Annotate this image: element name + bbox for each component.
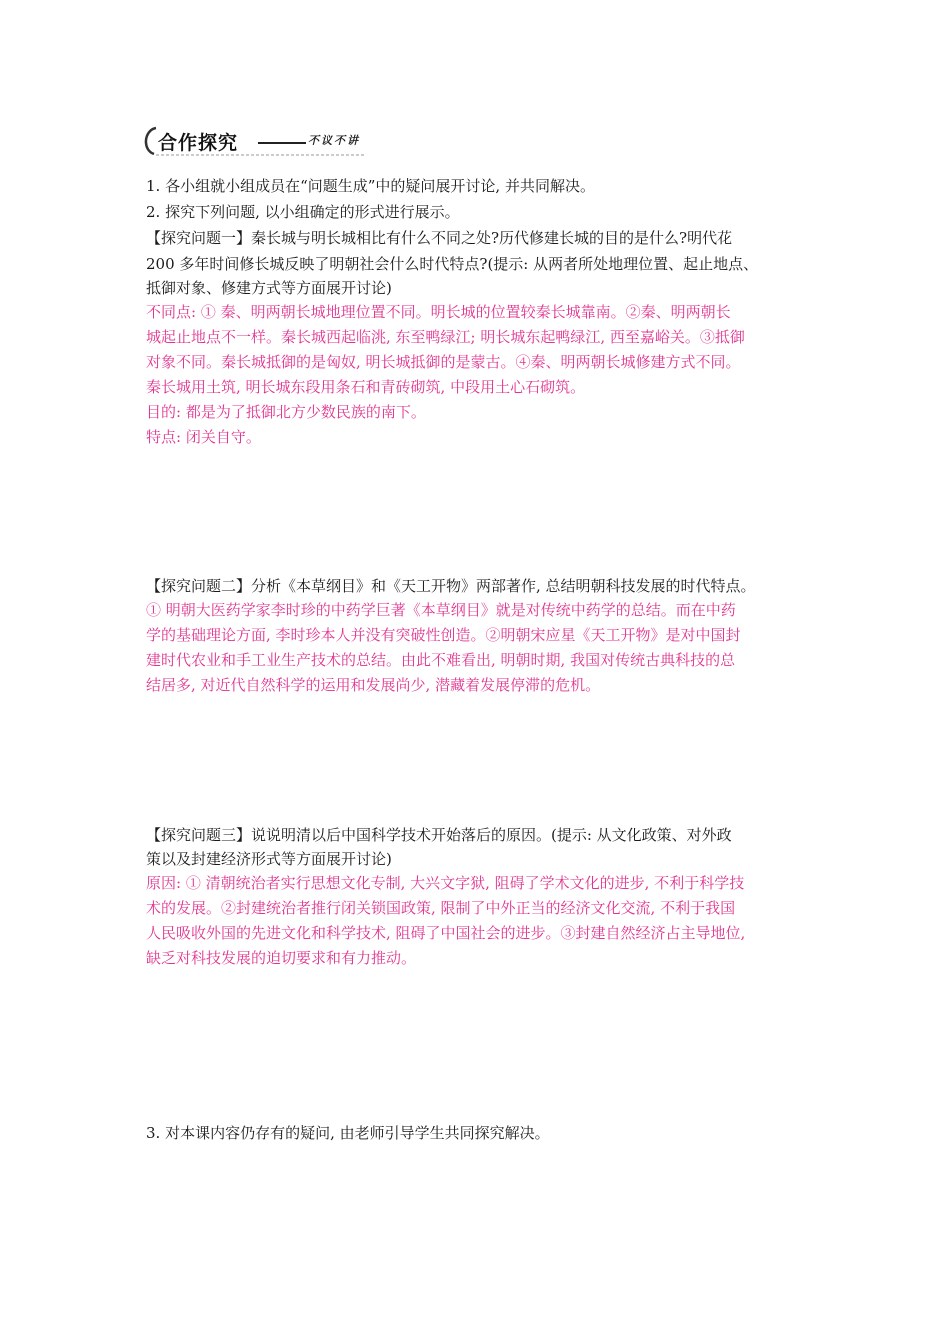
q1-answer-line: 特点: 闭关自守。 (146, 428, 261, 446)
q1-answer-line: 城起止地点不一样。秦长城西起临洮, 东至鸭绿江; 明长城东起鸭绿江, 西至嘉峪关。③抵御 (146, 328, 745, 346)
q2-answer-line: ① 明朝大医药学家李时珍的中药学巨著《本草纲目》就是对传统中药学的总结。而在中药 (146, 601, 736, 619)
q2-answer-line: 学的基础理论方面, 李时珍本人并没有突破性创造。②明朝宋应星《天工开物》是对中国封 (146, 626, 741, 644)
q1-answer-line: 目的: 都是为了抵御北方少数民族的南下。 (146, 403, 426, 421)
section-title: 合作探究 (158, 132, 239, 154)
item-1: 1. 各小组就小组成员在“问题生成”中的疑问展开讨论, 并共同解决。 (146, 177, 595, 195)
item-3: 3. 对本课内容仍存有的疑问, 由老师引导学生共同探究解决。 (146, 1124, 550, 1142)
q1-answer-line: 不同点: ① 秦、明两朝长城地理位置不同。明长城的位置较秦长城靠南。②秦、明两朝长 (146, 303, 731, 321)
section-subtitle: 不议不讲 (308, 134, 360, 147)
q2-line-1: 【探究问题二】分析《本草纲目》和《天工开物》两部著作, 总结明朝科技发展的时代特点。 (146, 577, 756, 595)
q1-answer-line: 对象不同。秦长城抵御的是匈奴, 明长城抵御的是蒙古。④秦、明两朝长城修建方式不同。 (146, 353, 741, 371)
q1-line-2: 200 多年时间修长城反映了明朝社会什么时代特点?(提示: 从两者所处地理位置、起止地点、 (146, 255, 759, 273)
item-2: 2. 探究下列问题, 以小组确定的形式进行展示。 (146, 203, 460, 221)
q3-answer-line: 术的发展。②封建统治者推行闭关锁国政策, 限制了中外正当的经济文化交流, 不利于我国 (146, 899, 736, 917)
q1-line-1: 【探究问题一】秦长城与明长城相比有什么不同之处?历代修建长城的目的是什么?明代花 (146, 229, 733, 247)
q3-answer-line: 原因: ① 清朝统治者实行思想文化专制, 大兴文字狱, 阻碍了学术文化的进步, 不利于科学技 (146, 874, 745, 892)
q1-line-3: 抵御对象、修建方式等方面展开讨论) (146, 279, 392, 297)
title-dash (258, 142, 306, 144)
q3-answer-line: 缺乏对科技发展的迫切要求和有力推动。 (146, 949, 417, 967)
q1-answer-line: 秦长城用土筑, 明长城东段用条石和青砖砌筑, 中段用土心石砌筑。 (146, 378, 586, 396)
q3-line-1: 【探究问题三】说说明清以后中国科学技术开始落后的原因。(提示: 从文化政策、对外政 (146, 826, 732, 844)
q2-answer-line: 建时代农业和手工业生产技术的总结。由此不难看出, 明朝时期, 我国对传统古典科技的总 (146, 651, 736, 669)
section-header (140, 122, 370, 158)
q2-answer-line: 结居多, 对近代自然科学的运用和发展尚少, 潜藏着发展停滞的危机。 (146, 676, 601, 694)
q3-line-2: 策以及封建经济形式等方面展开讨论) (146, 850, 392, 868)
q3-answer-line: 人民吸收外国的先进文化和科学技术, 阻碍了中国社会的进步。③封建自然经济占主导地位, (146, 924, 746, 942)
